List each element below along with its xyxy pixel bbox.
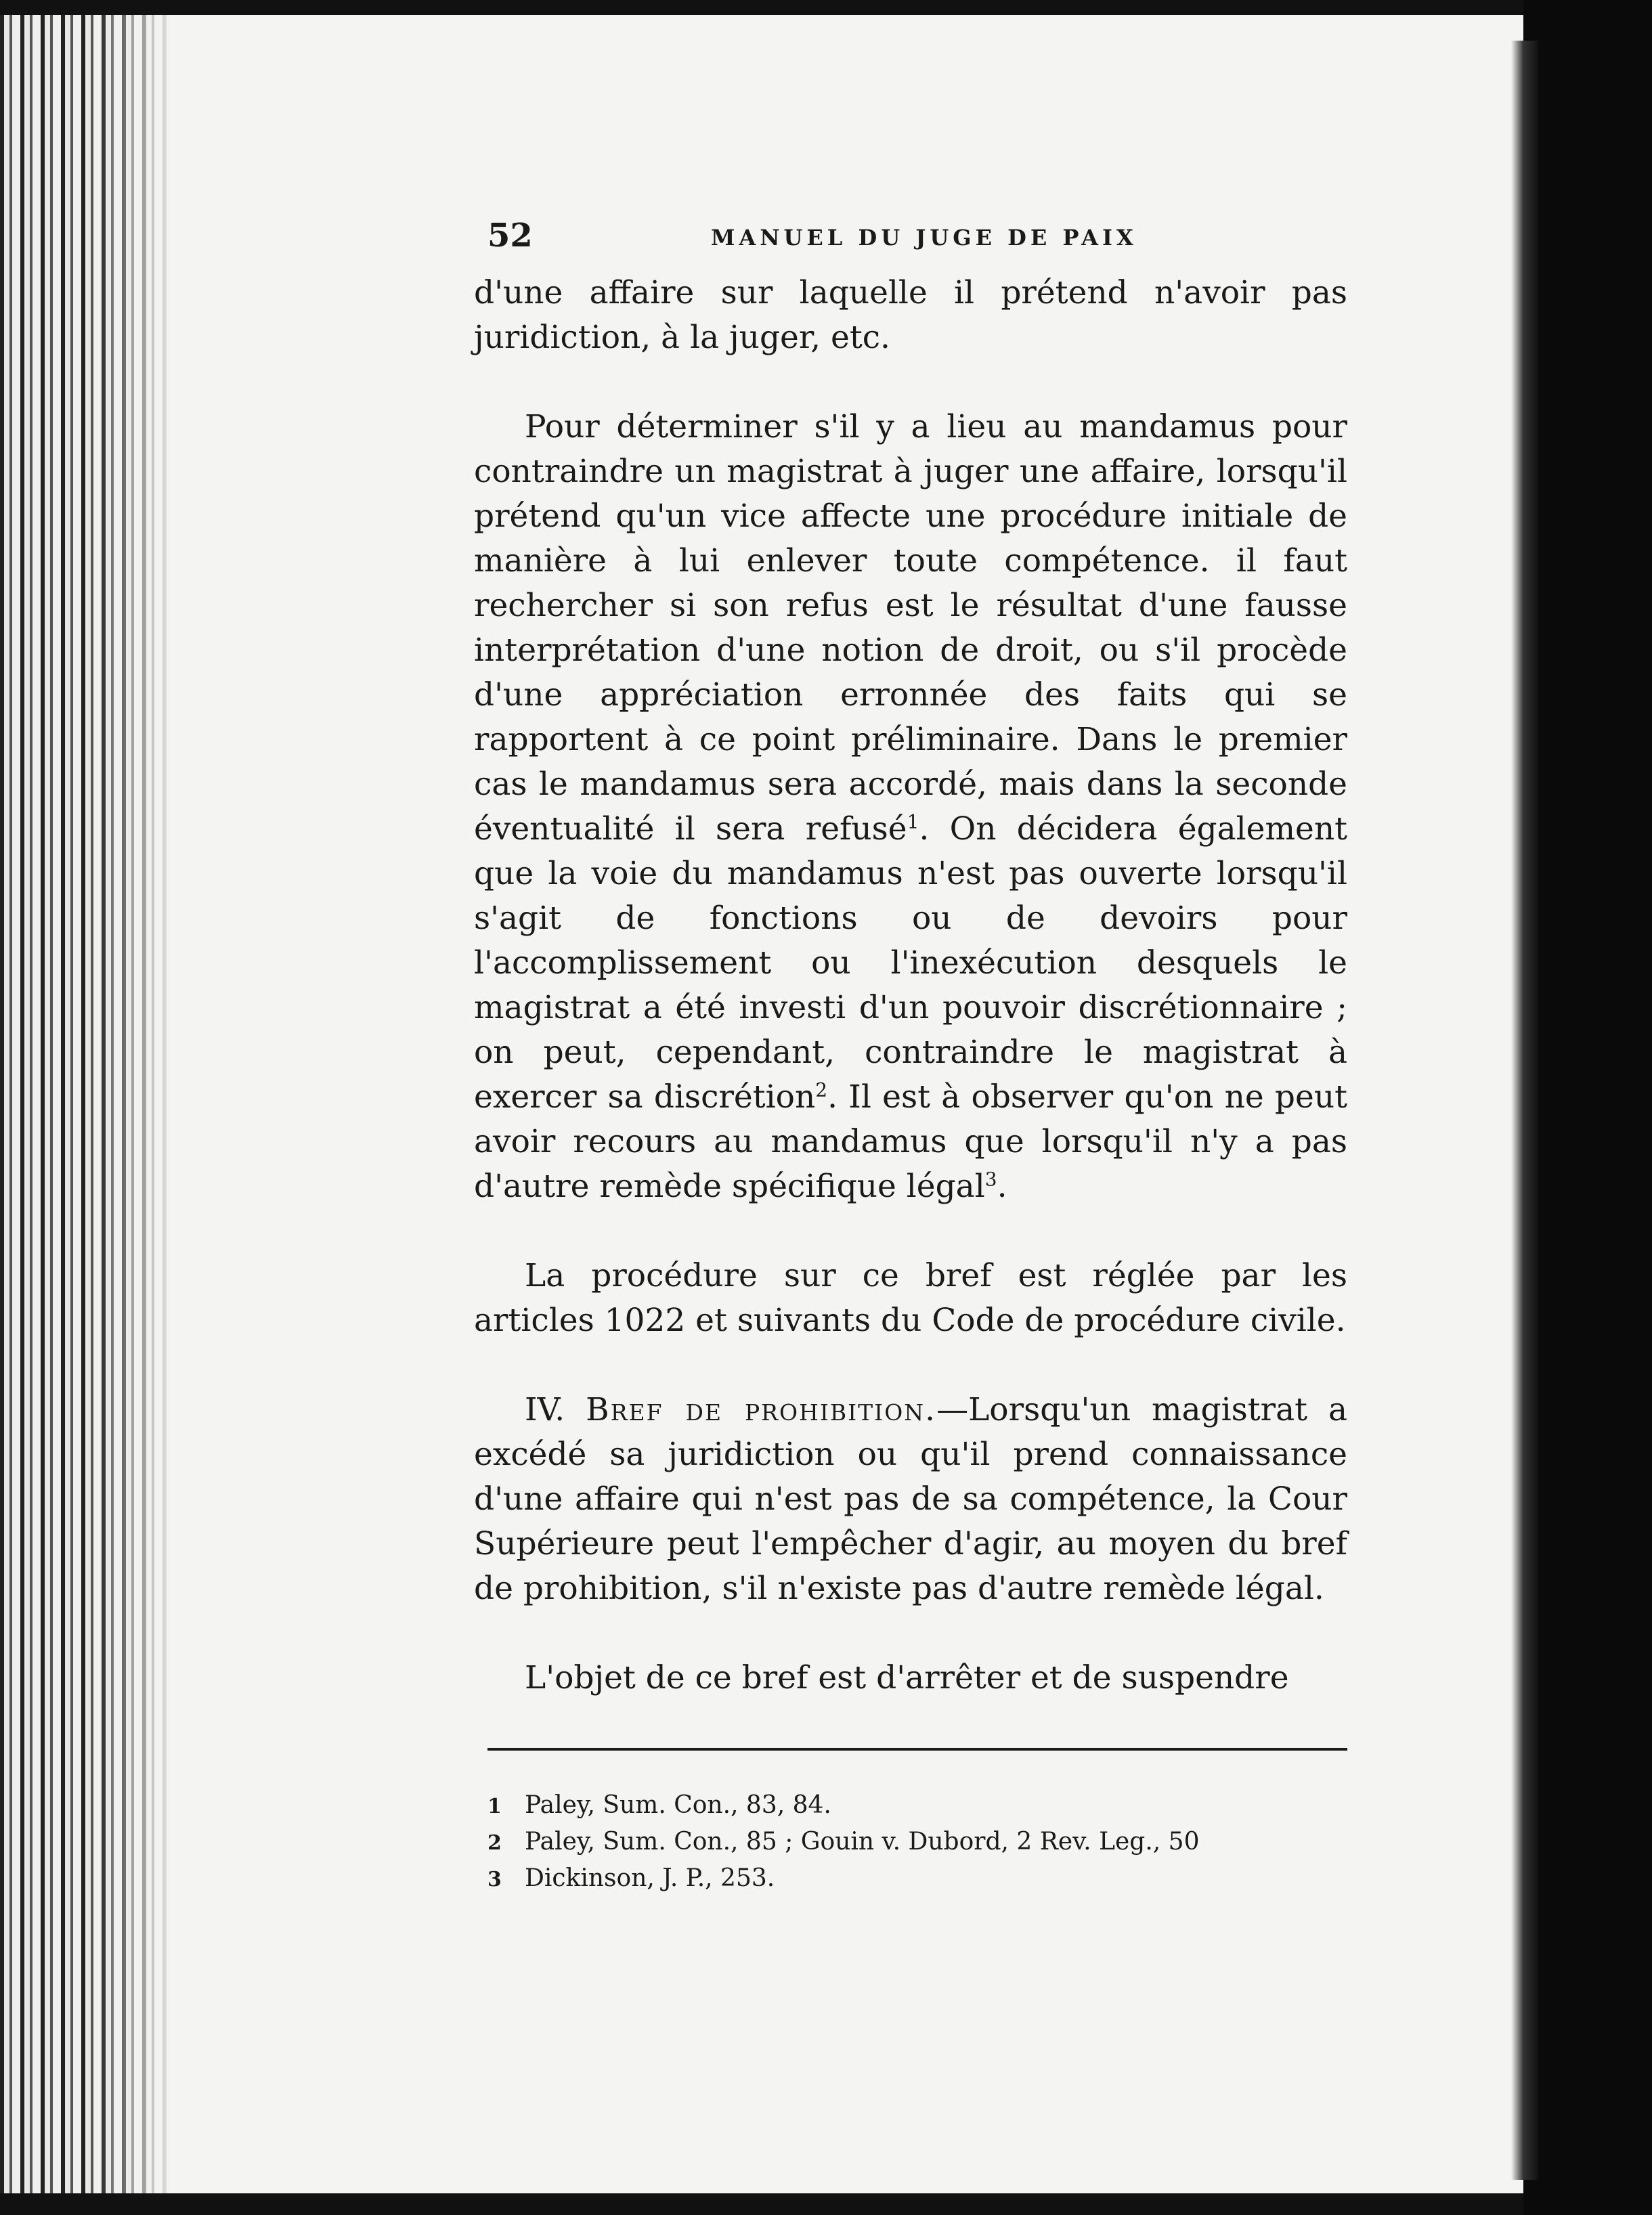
paragraph-text: . [997,1168,1007,1205]
page-gutter-shadow [1511,41,1538,2180]
paragraph-prohibition [474,1388,1347,1611]
book-edge-shadow [95,0,176,2215]
paragraph-mandamus [474,405,1347,1209]
footnote-number: 1 [487,1795,502,1818]
section-heading: Bref de prohibition. [586,1391,937,1428]
paragraph-text: L'objet de ce bref est d'arrêter et de suspendre [525,1659,1289,1696]
paragraph-text: . Il est à observer qu'on ne peut avoir recours au mandamus que lorsqu'il n'y a pas d'autre remède spécifique légal [474,1078,1347,1205]
footnote-divider [487,1748,1347,1751]
footnote-text: Dickinson, J. P., 253. [525,1864,775,1892]
section-numeral: IV. [525,1391,565,1428]
footnotes [487,1788,1347,1898]
footnote-number: 3 [487,1868,502,1891]
footnote-number: 2 [487,1831,502,1855]
paragraph-procedure [474,1254,1347,1343]
paragraph-text: . On décidera également que la voie du mandamus n'est pas ouverte lorsqu'il s'agit de fonctions ou de devoirs pour l'accomplissement ou l'inexécution desquels le magistrat a été investi d'un pouvoir discrétionnaire ; on peut, cependant, contraindre le magistrat à exercer sa discrétion [474,810,1347,1116]
paragraph-text: d'une affaire sur laquelle il prétend n'avoir pas juridiction, à la juger, etc. [474,274,1347,356]
scan-border-top [0,0,1652,15]
book-cover-right [1523,0,1652,2215]
paragraph-text: La procédure sur ce bref est réglée par les articles 1022 et suivants du Code de procédure civile. [474,1257,1347,1339]
paragraph-text: Pour déterminer s'il y a lieu au mandamus pour contraindre un magistrat à juger une affaire, lorsqu'il prétend qu'un vice affecte une procédure initiale de manière à lui enlever toute compétence. il faut rechercher si son refus est le résultat d'une fausse interprétation d'une notion de droit, ou s'il procède d'une appréciation erronnée des faits qui se rapportent à ce point préliminaire. Dans le premier cas le mandamus sera accordé, mais dans la seconde éventualité il sera refusé [474,408,1347,848]
paragraph-continuation [474,271,1347,360]
footnote-ref: 2 [815,1078,828,1101]
footnote-ref: 1 [907,810,919,833]
footnote [487,1824,1347,1861]
footnote [487,1861,1347,1898]
page-number: 52 [487,217,533,255]
running-title: MANUEL DU JUGE DE PAIX [711,225,1137,250]
running-head [474,217,1347,271]
scan-border-bottom [0,2193,1652,2215]
page-content [474,217,1347,1898]
footnote [487,1788,1347,1824]
footnote-text: Paley, Sum. Con., 85 ; Gouin v. Dubord, 2 Rev. Leg., 50 [525,1828,1200,1856]
footnote-text: Paley, Sum. Con., 83, 84. [525,1791,831,1819]
footnote-ref: 3 [984,1168,997,1191]
paragraph-text: —Lorsqu'un magistrat a excédé sa juridiction ou qu'il prend connaissance d'une affaire qui n'est pas de sa compétence, la Cour Supérieure peut l'empêcher d'agir, au moyen du bref de prohibition, s'il n'existe pas d'autre remède légal. [474,1391,1347,1607]
paragraph-objet [474,1656,1347,1701]
